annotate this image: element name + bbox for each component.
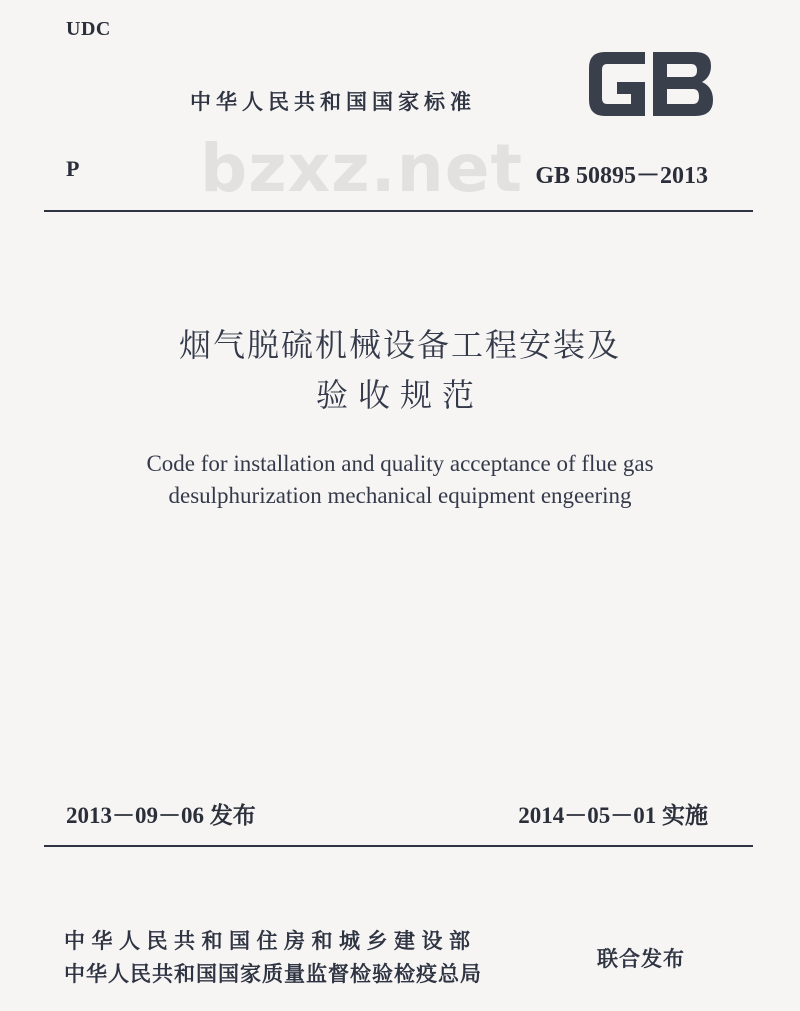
classification-code: P — [66, 156, 80, 181]
udc-label: UDC — [66, 18, 111, 40]
standard-number: GB 50895－2013 — [535, 163, 708, 189]
bottom-divider — [44, 845, 753, 847]
english-title-line1: Code for installation and quality acceptance of flue gas — [146, 451, 654, 476]
implementation-date: 2014－05－01 实施 — [518, 803, 708, 828]
top-divider — [44, 210, 753, 212]
joint-release-label: 联合发布 — [597, 947, 685, 971]
issue-date: 2013－09－06 发布 — [66, 803, 256, 828]
publisher-aqsiq: 中华人民共和国国家质量监督检验检疫总局 — [64, 962, 482, 986]
watermark-text: bzxz.net — [200, 130, 524, 207]
chinese-title-line2: 验收规范 — [315, 376, 484, 414]
standard-type-title: 中华人民共和国国家标准 — [190, 90, 476, 114]
gb-logo-icon — [583, 44, 718, 124]
chinese-title-line1: 烟气脱硫机械设备工程安装及 — [178, 326, 621, 364]
publisher-ministry-housing: 中华人民共和国住房和城乡建设部 — [64, 929, 477, 953]
english-title-line2: desulphurization mechanical equipment engeering — [168, 483, 632, 508]
